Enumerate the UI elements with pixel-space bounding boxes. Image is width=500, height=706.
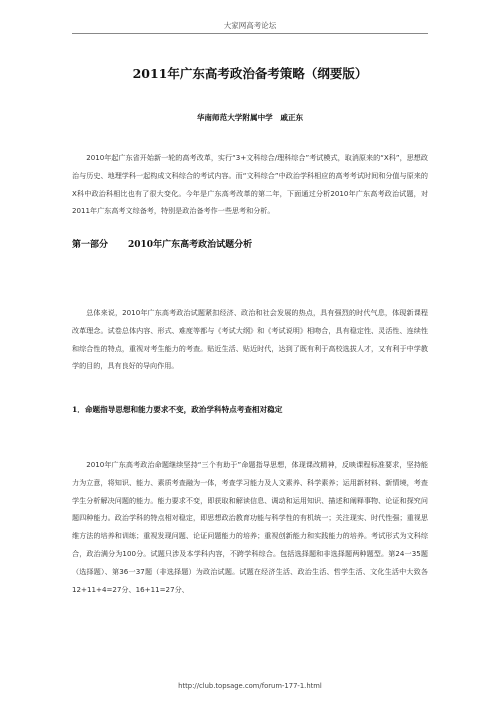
subsection-heading: 1．命题指导思想和能力要求不变，政治学科特点考查相对稳定	[72, 405, 283, 414]
body-paragraph: 2010年广东高考政治命题继续坚持“三个有助于”命题指导思想，体现课改精神，反映课程标准要求，坚持能力为立意，将知识、能力、素质考查融为一体，考查学习能力及人文素养、科学素养；运用新材料、新情境，考查学生分析解决问题的能力。能力要求不变，即获取和解读信息、调动和运用知识、描述和阐释事物、论证和探究问题四种能力。政治学科的特点相对稳定，即思想政治教育功能与科学性的有机统一；关注现实、时代性强；重视思维方法的培养和训练；重视发现问题、论证问题能力的培养；重视创新能力和实践能力的培养。考试形式为文科综合，政治满分为100分。试题只涉及本学科内容，不跨学科综合。包括选择题和非选择题两种题型。第24一35题（选择题）、第36一37题（非选择题）为政治试题。试题在经济生活、政治生活、哲学生活、文化生活中大致各12+11+4=27分、16+11=27分、	[72, 460, 428, 594]
author-line: 华南师范大学附属中学 戚正东	[196, 113, 304, 122]
footer-url[interactable]: http://club.topsage.com/forum-177-1.html	[178, 682, 322, 690]
summary-paragraph: 总体来说，2010年广东高考政治试题紧扣经济、政治和社会发展的热点，具有强烈的时代气息，体现新课程改革理念。试卷总体内容、形式、难度等都与《考试大纲》和《考试说明》相吻合，具有稳定性、灵活性、连续性和综合性的特点，重视对考生能力的考查。贴近生活、贴近时代，达到了既有利于高校选拔人才，又有利于中学教学的目的，具有良好的导向作用。	[72, 308, 428, 371]
intro-paragraph: 2010年起广东省开始新一轮的高考改革，实行“3+文科综合/理科综合”考试模式，取消原来的“X科”，思想政治与历史、地理学科一起构成文科综合的考试内容。而“文科综合”中政治学科相应的高考考试时间和分值与原来的X科中政治科相比也有了很大变化。今年是广东高考改革的第二年，下面通过分析2010年广东高考政治试题，对2011年广东高考文综备考，特别是政治备考作一些思考和分析。	[72, 153, 428, 216]
section-title: 2010年广东高考政治试题分析	[128, 240, 253, 250]
document-title: 2011年广东高考政治备考策略（纲要版）	[132, 66, 368, 81]
section-heading	[72, 237, 252, 250]
section-label: 第一部分	[72, 240, 109, 250]
header-divider	[72, 33, 428, 34]
page-header: 大家网高考论坛	[223, 21, 277, 30]
